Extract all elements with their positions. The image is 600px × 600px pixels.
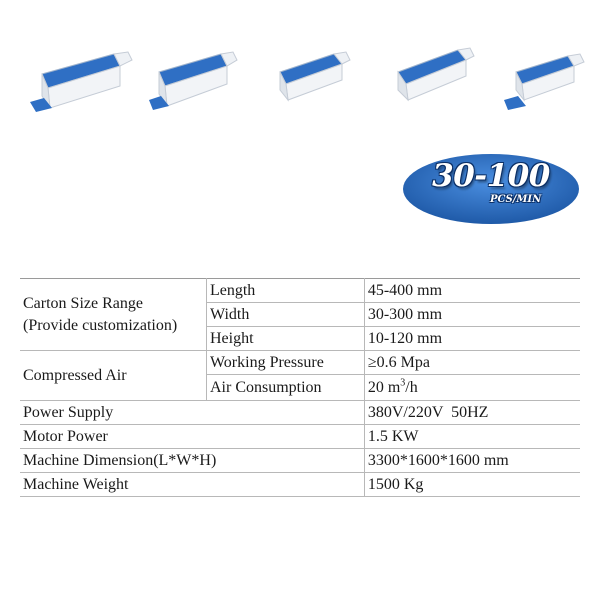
width-label: Width — [206, 303, 364, 327]
carton-box-icon — [502, 48, 592, 114]
carton-box-icon — [28, 46, 138, 114]
speed-badge — [402, 153, 580, 225]
table-row — [20, 401, 580, 425]
carton-size-label-line1: Carton Size Range — [23, 294, 143, 312]
table-row — [20, 473, 580, 497]
carton-illustrations — [0, 40, 600, 120]
working-pressure-value: ≥0.6 Mpa — [364, 351, 580, 375]
carton-size-label — [20, 279, 206, 351]
machine-dimension-value: 3300*1600*1600 mm — [364, 449, 580, 473]
machine-weight-label: Machine Weight — [20, 473, 364, 497]
length-value: 45-400 mm — [364, 279, 580, 303]
air-consumption-value — [364, 375, 580, 401]
spec-table — [20, 278, 580, 497]
speed-unit: PCS/MIN — [490, 194, 542, 205]
power-supply-label: Power Supply — [20, 401, 364, 425]
table-row — [20, 351, 580, 375]
width-value: 30-300 mm — [364, 303, 580, 327]
length-label: Length — [206, 279, 364, 303]
motor-power-label: Motor Power — [20, 425, 364, 449]
air-consumption-value-main: 20 m — [367, 379, 401, 396]
carton-box-icon — [392, 42, 487, 110]
carton-box-icon — [272, 46, 357, 108]
motor-power-value: 1.5 KW — [364, 425, 580, 449]
table-row — [20, 449, 580, 473]
carton-box-icon — [147, 46, 242, 114]
machine-dimension-label: Machine Dimension(L*W*H) — [20, 449, 364, 473]
machine-weight-value: 1500 Kg — [364, 473, 580, 497]
height-value: 10-120 mm — [364, 327, 580, 351]
compressed-air-label: Compressed Air — [20, 351, 206, 401]
speed-value: 30-100 — [432, 158, 550, 194]
air-consumption-label: Air Consumption — [206, 375, 364, 401]
working-pressure-label: Working Pressure — [206, 351, 364, 375]
table-row — [20, 279, 580, 303]
air-consumption-value-sup: 3 — [400, 377, 406, 389]
table-row — [20, 425, 580, 449]
air-consumption-value-tail: /h — [405, 379, 418, 396]
height-label: Height — [206, 327, 364, 351]
power-supply-value: 380V/220V 50HZ — [364, 401, 580, 425]
carton-size-label-line2: (Provide customization) — [23, 316, 178, 334]
